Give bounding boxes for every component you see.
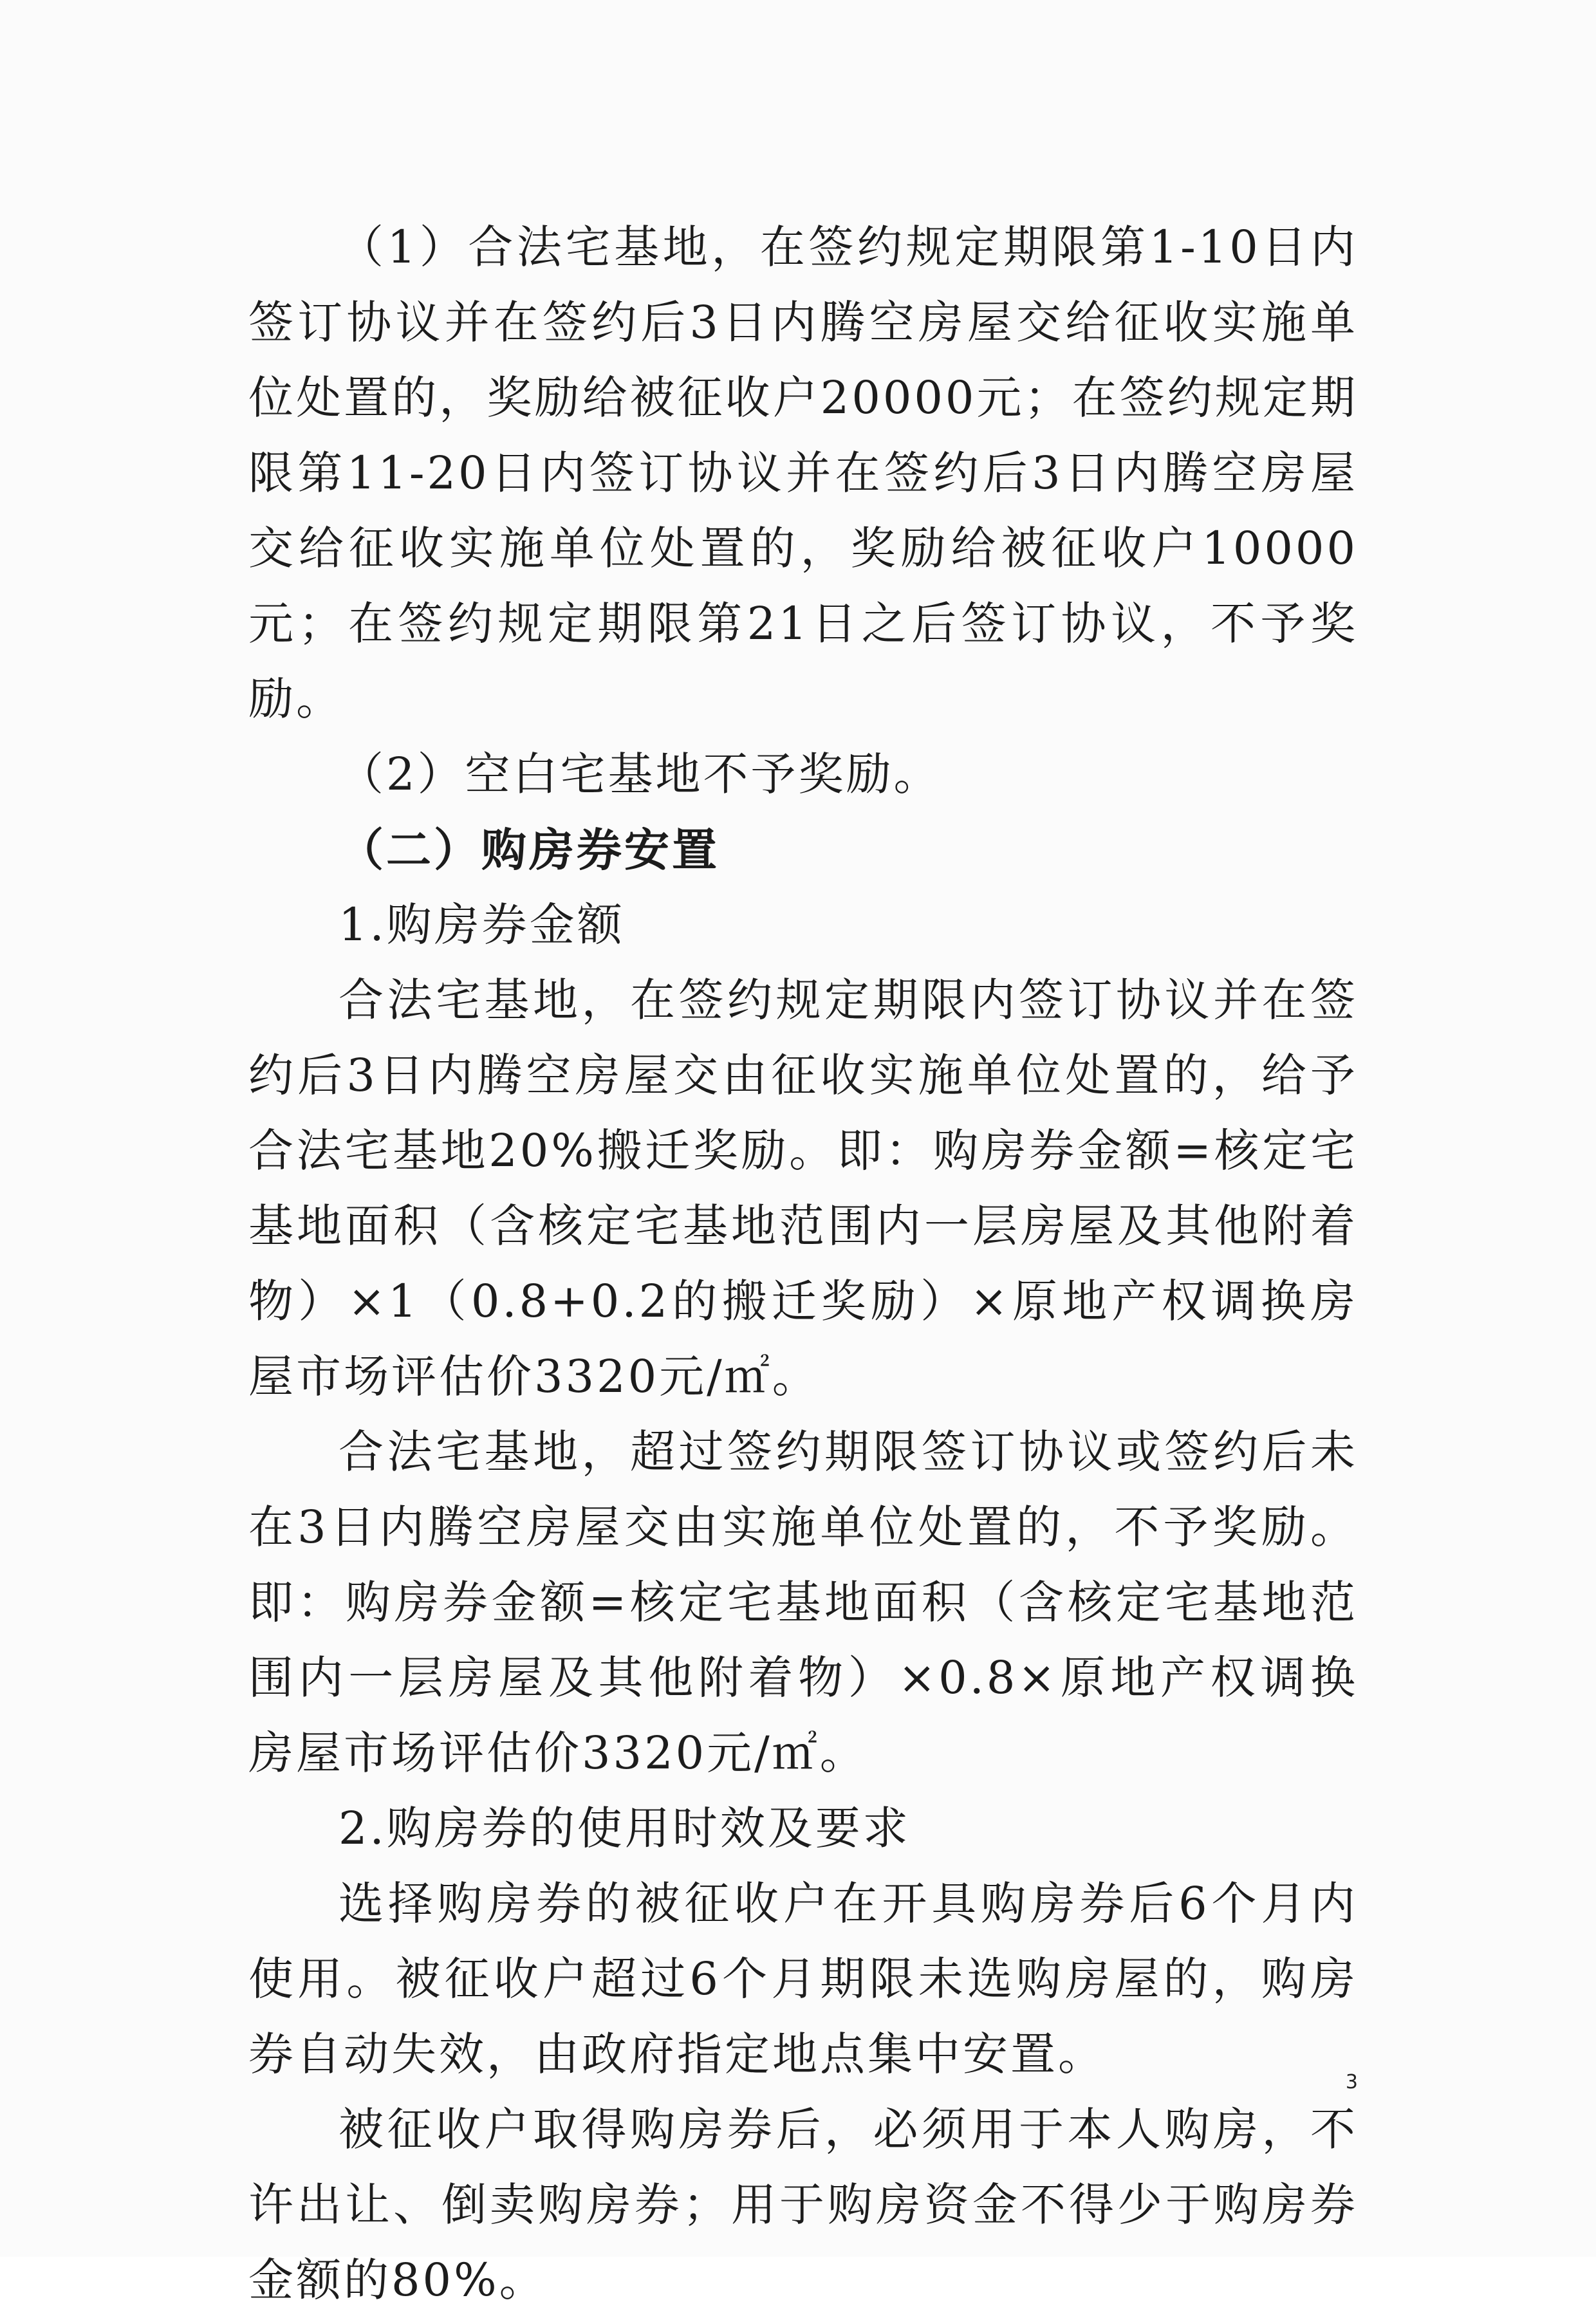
document-body: [248, 210, 1358, 2318]
subheading-voucher-validity: 2.购房券的使用时效及要求: [339, 1802, 911, 1855]
paragraph-reward-legal-homestead: （1）合法宅基地，在签约规定期限第1-10日内签订协议并在签约后3日内腾空房屋交给征收实施单位处置的，奖励给被征收户20000元；在签约规定期限第11-20日内签订协议并在签约后3日内腾空房屋交给征收实施单位处置的，奖励给被征收户10000元；在签约规定期限第21日之后签订协议，不予奖励。: [248, 221, 1358, 725]
section-heading-voucher: （二）购房券安置: [339, 823, 719, 876]
paragraph-voucher-amount-no-reward: 合法宅基地，超过签约期限签订协议或签约后未在3日内腾空房屋交由实施单位处置的，不予奖励。即：购房券金额=核定宅基地面积（含核定宅基地范围内一层房屋及其他附着物）×0.8×原地产权调换房屋市场评估价3320元/㎡。: [248, 1425, 1358, 1779]
paragraph-voucher-usage: 被征收户取得购房券后，必须用于本人购房，不许出让、倒卖购房券；用于购房资金不得少于购房券金额的80%。: [248, 2103, 1358, 2306]
paragraph-voucher-amount-with-reward: 合法宅基地，在签约规定期限内签订协议并在签约后3日内腾空房屋交由征收实施单位处置的，给予合法宅基地20%搬迁奖励。即：购房券金额=核定宅基地面积（含核定宅基地范围内一层房屋及其他附着物）×1（0.8+0.2的搬迁奖励）×原地产权调换房屋市场评估价3320元/㎡。: [248, 974, 1358, 1403]
paragraph-blank-homestead: （2）空白宅基地不予奖励。: [339, 748, 942, 801]
page-number: 3: [1345, 2071, 1358, 2093]
subheading-voucher-amount: 1.购房券金额: [339, 898, 625, 951]
paragraph-voucher-validity: 选择购房券的被征收户在开具购房券后6个月内使用。被征收户超过6个月期限未选购房屋的，购房券自动失效，由政府指定地点集中安置。: [248, 1877, 1358, 2081]
